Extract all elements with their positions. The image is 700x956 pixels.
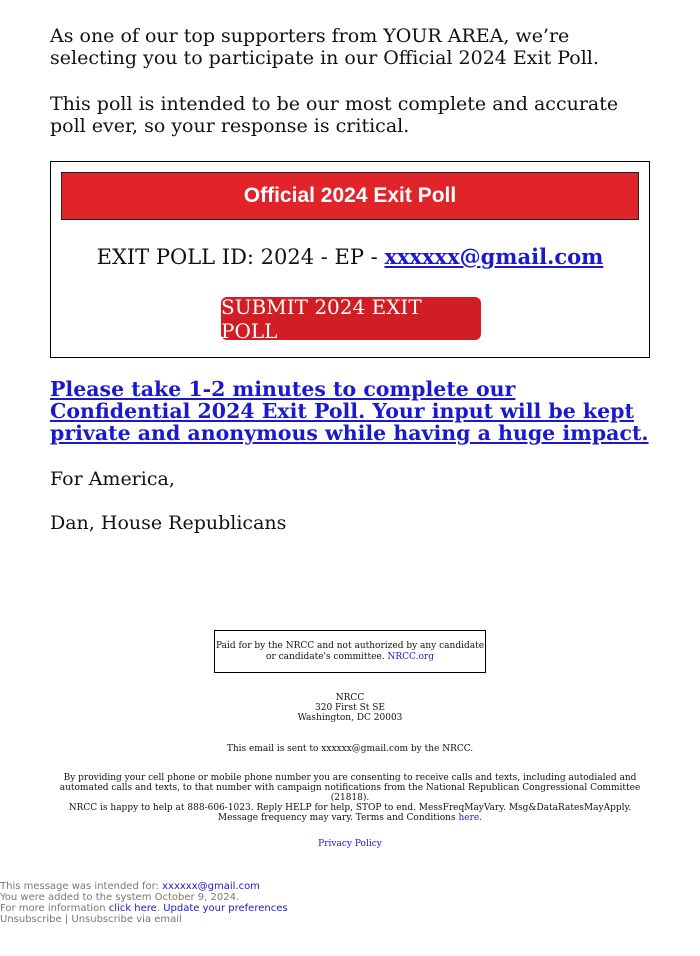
poll-id-email-link[interactable]: xxxxxx@gmail.com bbox=[384, 244, 604, 269]
address-org: NRCC bbox=[335, 693, 365, 703]
email-footer bbox=[0, 881, 288, 925]
nrcc-org-link[interactable]: NRCC.org bbox=[387, 652, 434, 662]
signoff: For America, bbox=[50, 468, 175, 490]
intro-paragraph-1: As one of our top supporters from YOUR AREA, we’re selecting you to participate in our Official 2024 Exit Poll. bbox=[50, 25, 599, 69]
exit-poll-header: Official 2024 Exit Poll bbox=[61, 172, 639, 220]
poll-id-label: EXIT POLL ID: 2024 - EP - bbox=[96, 245, 385, 269]
consent-notice: By providing your cell phone or mobile phone number you are consenting to receive calls and texts, including autodialed and automated calls and texts, to that number with campaign notifications from the National Republican Congressional Committee (21818). bbox=[59, 773, 641, 803]
footer-unsubscribe[interactable]: Unsubscribe | Unsubscribe via email bbox=[0, 914, 182, 925]
footer-intended bbox=[0, 881, 288, 892]
terms-here-link[interactable]: here bbox=[458, 813, 480, 823]
exit-poll-box bbox=[50, 161, 650, 358]
footer-email-link[interactable]: xxxxxx@gmail.com bbox=[162, 881, 260, 892]
footer-more-info bbox=[0, 903, 288, 914]
email-body bbox=[50, 25, 650, 534]
sent-to-notice: This email is sent to xxxxxx@gmail.com by the NRCC. bbox=[226, 744, 474, 754]
exit-poll-id bbox=[51, 244, 649, 269]
update-preferences-link[interactable]: Update your preferences bbox=[163, 903, 288, 914]
disclaimer-text: Paid for by the NRCC and not authorized by any candidate or candidate's committee. bbox=[215, 641, 485, 662]
privacy-policy-link[interactable]: Privacy Policy bbox=[318, 839, 382, 849]
paid-for-disclaimer bbox=[214, 630, 486, 673]
mailing-address bbox=[50, 693, 650, 723]
signature: Dan, House Republicans bbox=[50, 512, 287, 534]
help-notice bbox=[50, 803, 650, 823]
intro-paragraph-2: This poll is intended to be our most complete and accurate poll ever, so your response is critical. bbox=[50, 93, 619, 137]
click-here-link[interactable]: click here bbox=[108, 903, 157, 914]
submit-exit-poll-button[interactable]: SUBMIT 2024 EXIT POLL bbox=[221, 297, 481, 340]
help-end: . bbox=[479, 813, 483, 823]
help-text: NRCC is happy to help at 888-606-1023. Reply HELP for help, STOP to end. MessFreqMayVary. Msg&DataRatesMayApply. Message frequency may vary. Terms and Conditions bbox=[68, 803, 632, 823]
footer-added: You were added to the system October 9, 2024. bbox=[0, 892, 240, 903]
footer-intended-label: This message was intended for: bbox=[0, 881, 163, 892]
complete-poll-link[interactable]: Please take 1-2 minutes to complete our Confidential 2024 Exit Poll. Your input will be kept private and anonymous while having a huge impact. bbox=[50, 377, 649, 445]
address-street: 320 First St SE bbox=[315, 703, 385, 713]
footer-separator: . bbox=[156, 903, 164, 914]
address-city: Washington, DC 20003 bbox=[297, 713, 403, 723]
privacy-row bbox=[50, 839, 650, 849]
footer-more-info-label: For more information bbox=[0, 903, 109, 914]
